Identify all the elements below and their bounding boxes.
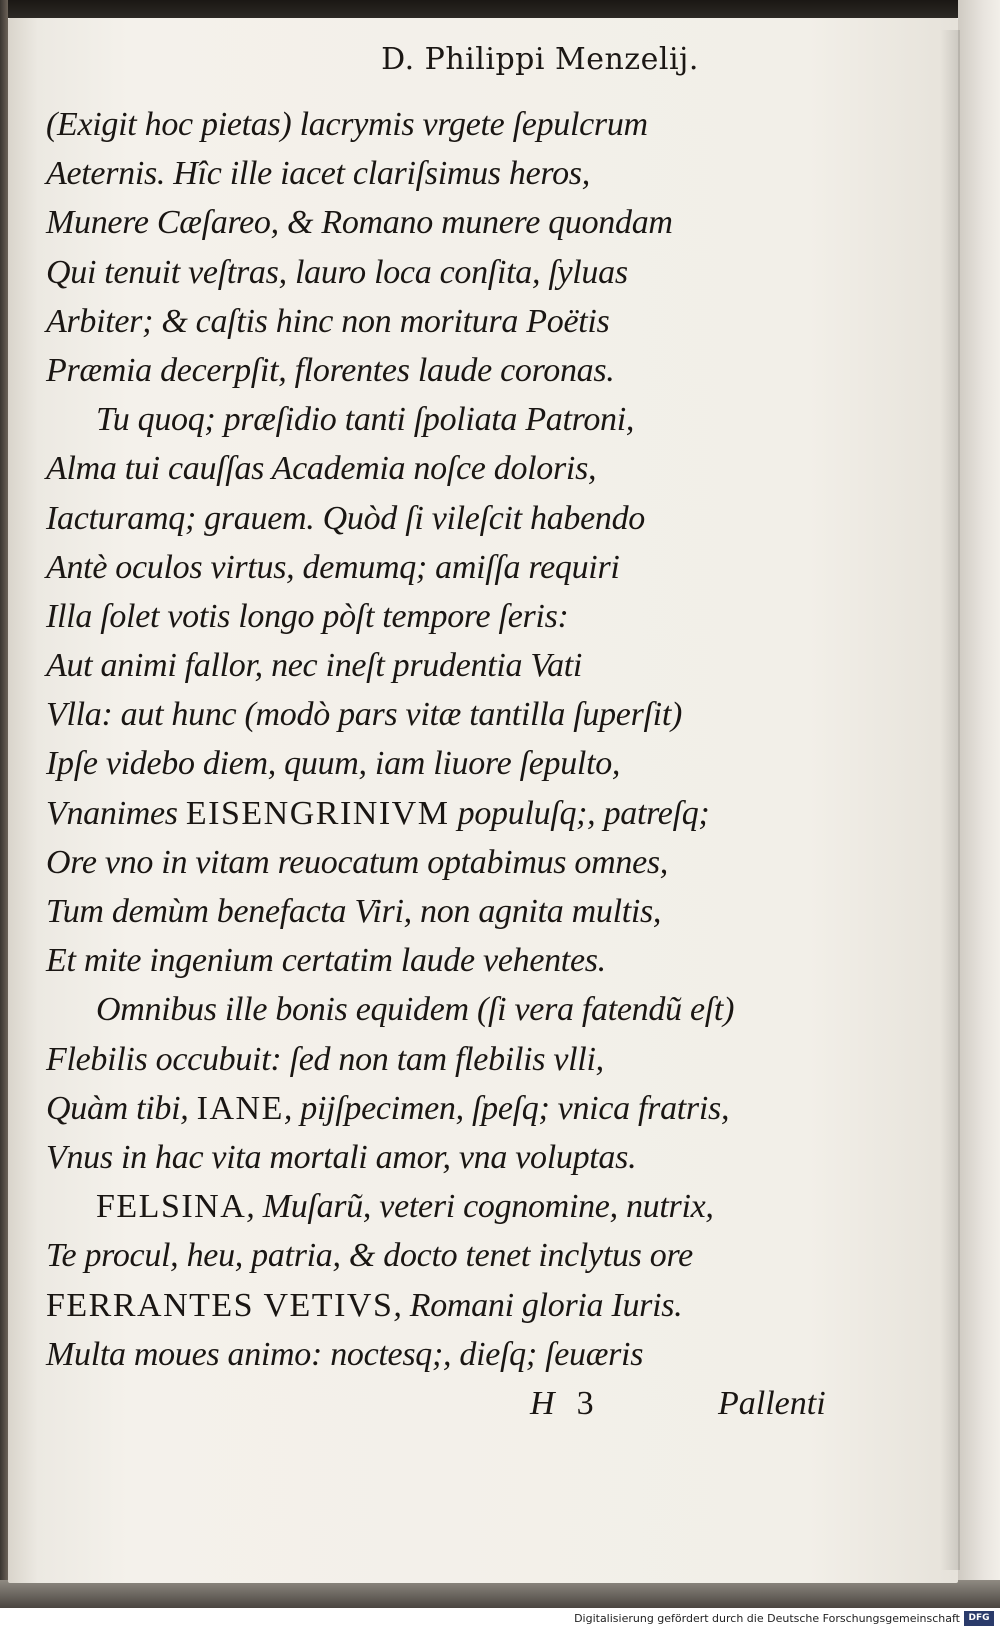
text-line-segment: Quàm tibi,: [46, 1089, 197, 1127]
text-line: [46, 1084, 886, 1133]
running-head-title: D. Philippi Menzelij.: [381, 42, 699, 77]
text-line: Iacturamq; grauem. Quòd ſi vileſcit habendo: [46, 499, 645, 537]
proper-name-caps: IANE: [196, 1089, 284, 1127]
text-line-segment: , Romani gloria Iuris.: [393, 1286, 683, 1324]
text-line: Aeternis. Hîc ille iacet clariſsimus heros,: [46, 155, 590, 193]
catchword: Pallenti: [718, 1385, 826, 1422]
proper-name-caps: FERRANTES VETIVS: [46, 1286, 394, 1324]
credit-text: Digitalisierung gefördert durch die Deutsche Forschungsgemeinschaft: [574, 1612, 960, 1625]
text-line: Tu quoq; præſidio tanti ſpoliata Patroni,: [96, 401, 635, 439]
text-line: Munere Cæſareo, & Romano munere quondam: [46, 204, 673, 242]
page-shadow: [940, 30, 960, 1570]
text-line: Ipſe videbo diem, quum, iam liuore ſepulto,: [46, 745, 621, 783]
text-line: Aut animi fallor, nec ineſt prudentia Vati: [46, 647, 583, 685]
text-line: Præmia decerpſit, florentes laude coronas.: [46, 351, 615, 389]
proper-name-caps: EISENGRINIVM: [185, 794, 450, 832]
text-line: Et mite ingenium certatim laude vehentes.: [46, 942, 606, 980]
text-line: [46, 1281, 886, 1330]
text-line-segment: , Muſarũ, veteri cognomine, nutrix,: [246, 1188, 714, 1226]
text-line: Flebilis occubuit: ſed non tam flebilis vlli,: [46, 1040, 604, 1078]
text-line: Multa moues animo: noctesq;, dieſq; ſeuæris: [46, 1335, 644, 1373]
running-head: [0, 42, 1000, 77]
text-line-segment: populuſq;, patreſq;: [449, 794, 710, 832]
signature-mark: [530, 1385, 594, 1423]
text-line: Antè oculos virtus, demumq; amiſſa requiri: [46, 548, 620, 586]
signature-letter: H: [530, 1385, 555, 1422]
text-line: Illa ſolet votis longo pòſt tempore ſeris:: [46, 597, 569, 635]
text-line: Vlla: aut hunc (modò pars vitæ tantilla ſuperſit): [46, 696, 682, 734]
text-line: Te procul, heu, patria, & docto tenet inclytus ore: [46, 1237, 693, 1275]
text-line: Omnibus ille bonis equidem (ſi vera fatendũ eſt): [96, 991, 735, 1029]
scanner-background-bottom: [0, 1580, 1000, 1608]
facing-page-edge: [958, 0, 1000, 1605]
digitization-credit-bar: [0, 1608, 1000, 1630]
text-line: (Exigit hoc pietas) lacrymis vrgete ſepulcrum: [46, 106, 648, 143]
text-line: Vnus in hac vita mortali amor, vna voluptas.: [46, 1138, 637, 1176]
scanner-background-left: [0, 0, 8, 1605]
text-line: Tum demùm benefacta Viri, non agnita multis,: [46, 893, 662, 930]
page-footer: [0, 1385, 1000, 1435]
text-line: [46, 789, 886, 838]
text-line: Ore vno in vitam reuocatum optabimus omnes,: [46, 843, 668, 881]
text-line: [46, 1182, 886, 1231]
text-line: Alma tui cauſſas Academia noſce doloris,: [46, 450, 597, 488]
text-line-segment: , pijſpecimen, ſpeſq; vnica fratris,: [283, 1089, 730, 1127]
proper-name-caps: FELSINA: [96, 1188, 247, 1226]
signature-number: 3: [576, 1385, 594, 1422]
dfg-logo: DFG: [964, 1611, 994, 1626]
scanner-background-top: [0, 0, 1000, 18]
poem-text-block: [46, 100, 886, 1379]
text-line: Qui tenuit veſtras, lauro loca conſita, ſyluas: [46, 253, 628, 291]
text-line-segment: Vnanimes: [46, 794, 186, 832]
text-line: Arbiter; & caſtis hinc non moritura Poëtis: [46, 302, 610, 340]
